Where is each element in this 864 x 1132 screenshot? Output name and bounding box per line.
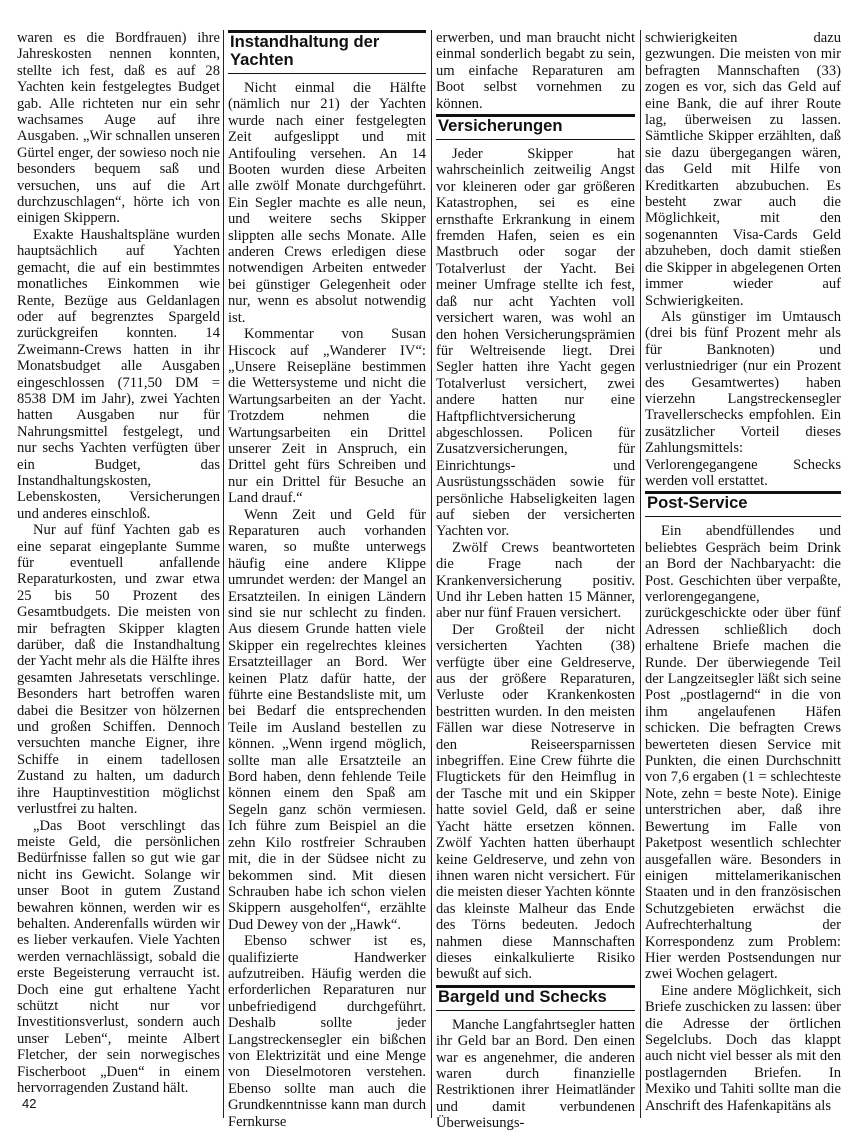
column-2 <box>228 30 426 1130</box>
column-4 <box>645 30 841 1114</box>
paragraph: Nur auf fünf Yachten gab es eine separat eingeplante Summe für eventuell anfallende Reparaturkosten, und zwar etwa 25 bis 50 Prozent des Gesamtbudgets. Die meisten von mir befragten Skipper klagten darüber, daß die Instandhaltung der Yacht mehr als die Hälfte ihres gesamten Jahresetats verschlinge. Besonders hart betroffen waren dabei die Besitzer von hölzernen und großen Schiffen. Dennoch versuchten manche Eigner, ihre Schiffe in einem tadellosen Zustand zu halten, um dadurch ihre Hauptinvestition möglichst verlustfrei zu halten. <box>17 522 220 818</box>
paragraph: Ebenso schwer ist es, qualifizierte Handwerker aufzutreiben. Häufig werden die erforderlichen Reparaturen nur unbefriedigend durchgeführt. Deshalb sollte jeder Langstreckensegler ein bißchen von Elektrizität und eine Menge von Dieselmotoren verstehen. Ebenso sollte man auch die Grundkenntnisse kann man durch Fernkurse <box>228 933 426 1130</box>
page-number: 42 <box>22 1096 37 1111</box>
paragraph: Eine andere Möglichkeit, sich Briefe zuschicken zu lassen: über die Adresse der örtlichen Segelclubs. Doch das klappt auch nicht viel besser als mit den postlagernden Briefen. In Mexiko und Tahiti sollte man die Anschrift des Hafenkapitäns als <box>645 982 841 1114</box>
section-heading: Post-Service <box>645 491 841 517</box>
column-rule <box>223 30 224 1118</box>
paragraph: Als günstiger im Umtausch (drei bis fünf Prozent mehr als für Banknoten) und verlustniedriger (nur ein Prozent des Gesamtwertes) haben vierzehn Langstreckensegler Travellerschecks empfohlen. Ein zusätzlicher Vorteil dieses Zahlungsmittels: Verlorengegangene Schecks werden voll erstattet. <box>645 308 841 489</box>
paragraph: waren es die Bordfrauen) ihre Jahreskosten nennen konnten, stellte ich fest, daß es auf 28 Yachten kein festgelegtes Budget gab. Alle richteten nur ein sehr wachsames Auge auf ihre Ausgaben. „Wir schnallen unseren Gürtel enger, der sowieso noch nie besonders bequem saß und versuchen, uns auf die Art durchzuschlagen“, hörte ich von einigen Skippern. <box>17 30 220 227</box>
paragraph: erwerben, und man braucht nicht einmal sonderlich begabt zu sein, um einfache Reparaturen am Boot selbst vornehmen zu können. <box>436 30 635 112</box>
paragraph: Exakte Haushaltspläne wurden hauptsächlich auf Yachten gemacht, die auf ein bestimmtes monatliches Einkommen wie Rente, Bezüge aus Geldanlagen oder auf begrenztes Spargeld zurückgreifen konnten. 14 Zweimann-Crews hatten in ihr Monatsbudget alle Ausgaben eingeschlossen (711,50 DM = 8538 DM im Jahr), zwei Yachten hatten Ausgaben nur für Nahrungsmittel festgelegt, und nur sechs Yachten verfügten über ein Budget, das Instandhaltungskosten, Lebenskosten, Versicherungen und anderes einschloß. <box>17 226 220 522</box>
paragraph: Jeder Skipper hat wahrscheinlich zeitweilig Angst vor kleineren oder gar größeren Katastrophen, sei es eine ernsthafte Erkrankung in einem fremden Hafen, seien es ein Mastbruch oder sogar der Totalverlust der Yacht. Bei meiner Umfrage stellte ich fest, daß nur acht Yachten voll versichert waren, was wohl an den hohen Versicherungsprämien für Weltreisende liegt. Drei Segler hatten ihre Yacht gegen Totalverlust versichert, zwei andere hatten nur eine Haftpflichtversicherung abgeschlossen. Policen für Zusatzversicherungen, für Einrichtungs- und Ausrüstungsschäden sowie für persönliche Habseligkeiten lagen auf sieben der versicherten Yachten vor. <box>436 146 635 540</box>
paragraph: „Das Boot verschlingt das meiste Geld, die persönlichen Bedürfnisse fallen so gut wie gar nicht ins Gewicht. Solange wir unser Boot in gutem Zustand bewahren können, werden wir es behalten. Anderenfalls würden wir es lieber verkaufen. Viele Yachten werden vernachlässigt, sobald die erste Begeisterung verraucht ist. Doch eine gut erhaltene Yacht schützt nicht nur vor Investitionsverlust, sondern auch unser Leben“, meinte Albert Fletcher, der sein norwegisches Fischerboot „Duen“ in einem hervorragenden Zustand hält. <box>17 817 220 1096</box>
paragraph: schwierigkeiten dazu gezwungen. Die meisten von mir befragten Mannschaften (33) zogen es vor, sich das Geld auf eine Bank, die auf ihrer Route lag, überweisen zu lassen. Sämtliche Skipper erzählten, daß sie dazu übergegangen wären, das Geld mit Hilfe von Kreditkarten abzubuchen. Es besteht zwar auch die Möglichkeit, mit den sogenannten Visa-Cards Geld abzuheben, doch damit stießen die Skipper in abgelegenen Orten immer wieder auf Schwierigkeiten. <box>645 30 841 309</box>
column-rule <box>431 30 432 1118</box>
paragraph: Nicht einmal die Hälfte (nämlich nur 21) der Yachten wurde nach einer festgelegten Zeit aufgeslippt und mit Antifouling versehen. An 14 Booten wurden diese Arbeiten alle zwölf Monate durchgeführt. Ein Segler machte es alle neun, und weitere sechs Skipper slippten alle sechs Monate. Alle anderen Crews erledigen diese notwendigen Arbeiten entweder bei günstiger Gelegenheit oder nur, wenn es absolut notwendig ist. <box>228 80 426 326</box>
paragraph: Manche Langfahrtsegler hatten ihr Geld bar an Bord. Den einen war es angenehmer, die anderen waren durch finanzielle Restriktionen ihrer Heimatländer und damit verbundenen Überweisungs- <box>436 1016 635 1132</box>
column-rule <box>640 30 641 1118</box>
column-3 <box>436 30 635 1132</box>
paragraph: Ein abendfüllendes und beliebtes Gespräch beim Drink an Bord der Nachbaryacht: die Post. Geschichten über verpaßte, verlorengegangene, zurückgeschickte oder über fünf Adressen schließlich doch erhaltene Briefe machen die Runde. Der überwiegende Teil der Langzeitsegler läßt sich seine Post „postlagernd“ in die von ihm angelaufenen Häfen schicken. Die befragten Crews bewerteten diesen Service mit Punkten, die einen Durchschnitt von 7,6 ergaben (1 = schlechteste Note, zehn = beste Note). Einige unterstrichen aber, daß ihre Bewertung im Falle von Paketpost wesentlich schlechter ausgefallen wäre. Besonders in einigen mittelamerikanischen Staaten und in den französischen Schutzgebieten erwächst die Aufrechterhaltung der Korrespondenz zum Problem: Hier werden Postsendungen nur zwei Wochen gelagert. <box>645 523 841 983</box>
column-1 <box>17 30 220 1096</box>
section-heading: Versicherungen <box>436 114 635 140</box>
paragraph: Zwölf Crews beantworteten die Frage nach der Krankenversicherung positiv. Und ihr Leben hatten 15 Männer, aber nur fünf Frauen versichert. <box>436 539 635 622</box>
paragraph: Wenn Zeit und Geld für Reparaturen auch vorhanden waren, so mußte unterwegs häufig eine andere Klippe umrundet werden: der Mangel an Ersatzteilen. In einigen Ländern sind sie nur schlecht zu finden. Aus diesem Grunde hatten viele Skipper ein regelrechtes kleines Ersatzteillager an Bord. Wer keinen Platz dafür hatte, der führte eine Bestandsliste mit, um bei Bedarf die entsprechenden Teile im Ausland bestellen zu können. „Wenn irgend möglich, sollte man alle Ersatzteile an Bord haben, denn fehlende Teile können einem den Spaß am Segeln ganz schön vermiesen. Ich führe zum Beispiel an die zehn Kilo rostfreier Schrauben mit, die in der Südsee nicht zu bekommen sind. Mit diesen Schrauben habe ich schon vielen Skippern ausgeholfen“, erzählte Dud Dewey von der „Hawk“. <box>228 506 426 933</box>
section-heading: Instandhaltung der Yachten <box>228 30 426 74</box>
paragraph: Kommentar von Susan Hiscock auf „Wanderer IV“: „Unsere Reisepläne bestimmen die Wettersysteme und nicht die Wartungsarbeiten an der Yacht. Trotzdem nehmen die Wartungsarbeiten ein Drittel unserer Zeit in Anspruch, ein Drittel geht fürs Schreiben und nur ein Drittel für Besuche an Land drauf.“ <box>228 326 426 507</box>
paragraph: Der Großteil der nicht versicherten Yachten (38) verfügte über eine Geldreserve, aus der größere Reparaturen, Verluste oder Krankenkosten bestritten wurden. In den meisten Fällen war diese Notreserve in den Reiseersparnissen inbegriffen. Eine Crew führte die Flugtickets für den Heimflug in der Tasche mit und ein Skipper hatte soviel Geld, daß er seine Yacht hätte ersetzen können. Zwölf Yachten hatten überhaupt keine Geldreserve, und zehn von ihnen waren nicht versichert. Für die meisten dieser Yachten könnte das kleinste Malheur das Ende des Törns bedeuten. Jedoch nahmen diese Mannschaften dieses einkalkulierte Risiko bewußt auf sich. <box>436 621 635 983</box>
section-heading: Bargeld und Schecks <box>436 985 635 1011</box>
